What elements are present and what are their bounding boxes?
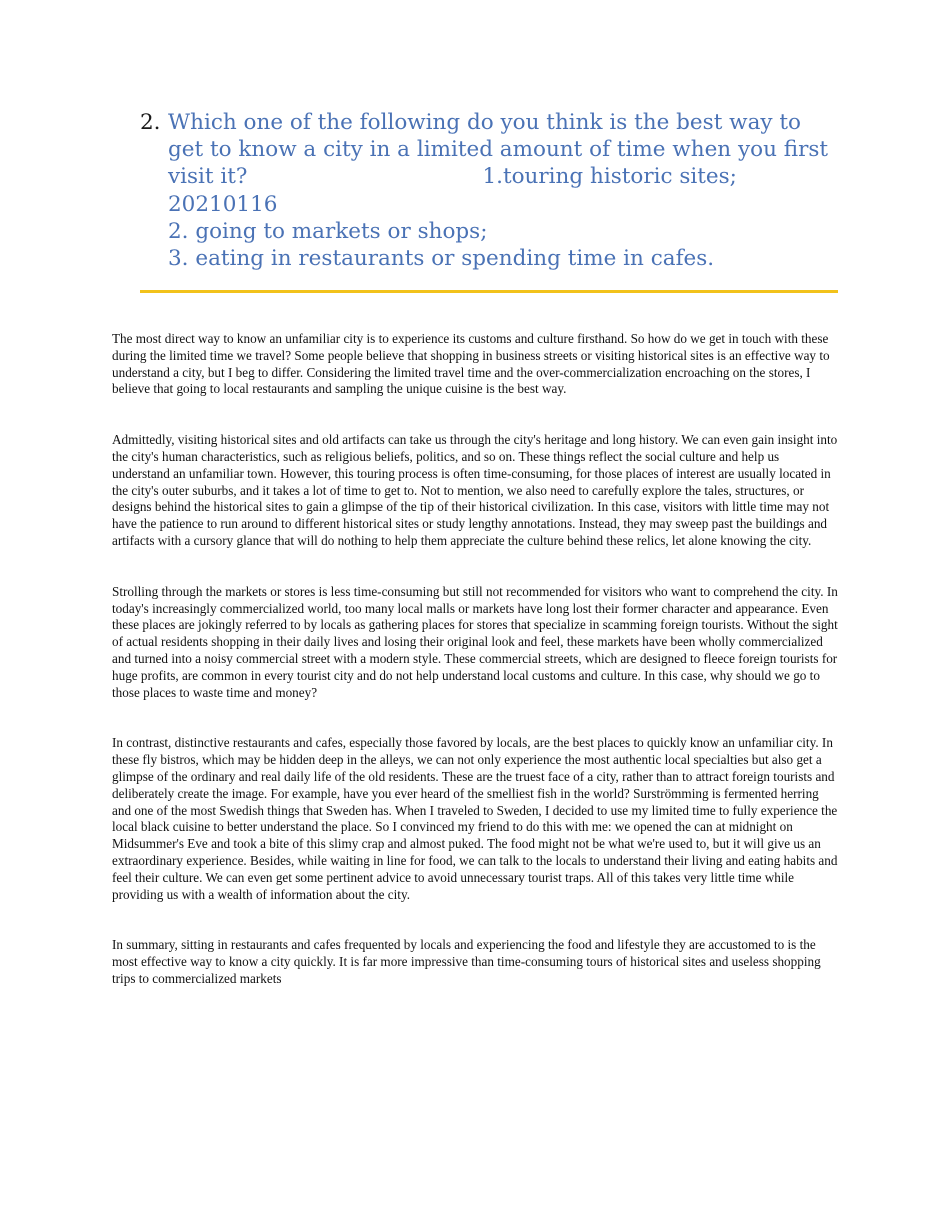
question-line-2: get to know a city in a limited amount of time when you first bbox=[168, 137, 829, 163]
question-line-3 bbox=[168, 163, 840, 190]
question-heading bbox=[140, 109, 840, 272]
essay-paragraph-intro: The most direct way to know an unfamiliar city is to experience its customs and culture firsthand. So how do we get in touch with these during the limited time we travel? Some people believe that shopping in business streets or visiting historical sites is an effective way to understand a city, but I beg to differ. Considering the limited travel time and the over-commercialization encroaching on the stores, I believe that going to local restaurants and sampling the unique cuisine is the best way. bbox=[112, 331, 830, 397]
essay-paragraph-markets: Strolling through the markets or stores is less time-consuming but still not recommended for visitors who want to comprehend the city. In today's increasingly commercialized world, too many local malls or markets have long lost their former character and appearance. Even these places are jokingly referred to by locals as gathering places for stores that specialize in scamming foreign tourists. Without the sight of actual residents shopping in their daily lives and losing their original look and feel, these markets have been wholly commercialized and turned into a noisy commercial street with a modern style. These commercial streets, which are designed to fleece foreign tourists for huge profits, are common in every tourist city and do not help understand local customs and culture. In this case, why should we go to those places to waste time and money? bbox=[112, 583, 838, 700]
option-2: 2. going to markets or shops; bbox=[168, 218, 488, 244]
question-line-3-text: visit it? bbox=[168, 164, 248, 190]
essay-paragraph-restaurants: In contrast, distinctive restaurants and cafes, especially those favored by locals, are the best places to quickly know an unfamiliar city. In these fly bistros, which may be hidden deep in the alleys, we can not only experience the most authentic local specialties but also get a glimpse of the ordinary and real daily life of the old residents. These are the truest face of a city, rather than to attract foreign tourists and deliberately create the image. For example, have you ever heard of the smelliest fish in the world? Surströmming is fermented herring and one of the most Swedish things that Sweden has. When I traveled to Sweden, I decided to use my limited time to fully experience the local black cuisine to better understand the place. So I convinced my friend to do this with me: we opened the can at midnight on Midsummer's Eve and took a bite of this slimy crap and almost puked. The food might not be what we're used to, but it will give us an extraordinary experience. Besides, while waiting in line for food, we can talk to the locals to understand their living and eating habits and feel their culture. We can even get some pertinent advice to avoid unnecessary tourist traps. All of this takes very little time while providing us with a wealth of information about the city. bbox=[112, 735, 838, 902]
option-3: 3. eating in restaurants or spending time in cafes. bbox=[168, 246, 715, 272]
question-number: 2. bbox=[140, 110, 161, 135]
question-date: 20210116 bbox=[168, 191, 278, 217]
question-line-1: Which one of the following do you think is the best way to bbox=[168, 110, 801, 135]
essay-paragraph-summary: In summary, sitting in restaurants and cafes frequented by locals and experiencing the food and lifestyle they are accustomed to is the most effective way to know a city quickly. It is far more impressive than time-consuming tours of historical sites and useless shopping trips to commercialized markets bbox=[112, 937, 821, 986]
option-1: 1.touring historic sites; bbox=[482, 164, 737, 190]
question-text bbox=[168, 109, 840, 272]
heading-divider bbox=[140, 290, 838, 293]
essay-body bbox=[112, 331, 840, 1022]
essay-paragraph-historic-sites: Admittedly, visiting historical sites and old artifacts can take us through the city's heritage and long history. We can even gain insight into the city's human characteristics, such as religious beliefs, politics, and so on. These things reflect the social culture and help us understand an unfamiliar town. However, this touring process is often time-consuming, for those places of interest are usually located in the city's outer suburbs, and it takes a lot of time to get to. Not to mention, we also need to carefully explore the tales, structures, or designs behind the historical sites to gain a glimpse of the tip of their historical civilization. In this case, visitors with little time may not have the patience to run around to different historical sites or study lengthy annotations. Instead, they may sweep past the buildings and artifacts with a cursory glance that will do nothing to help them appreciate the culture behind these relics, let alone knowing the city. bbox=[112, 432, 838, 548]
